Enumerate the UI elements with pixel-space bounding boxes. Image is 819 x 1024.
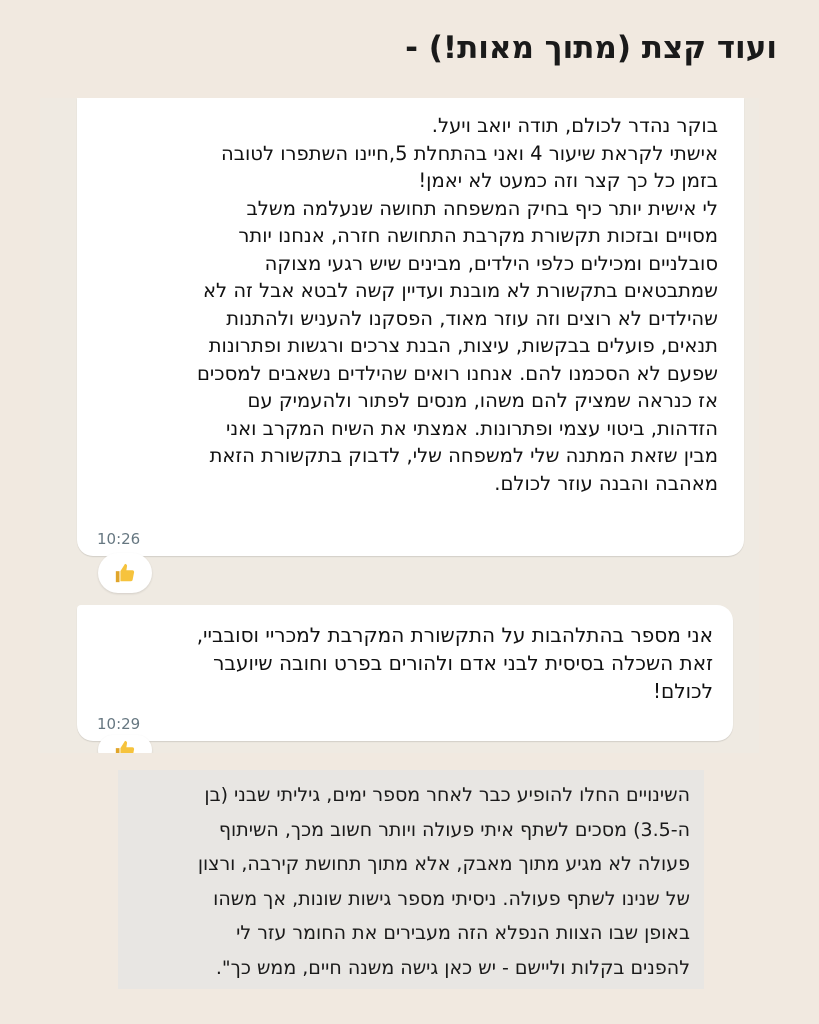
message-line: סובלניים ומכילים כלפי הילדים, מבינים שיש רגעי מצוקה xyxy=(264,251,718,275)
message-line: אני מספר בהתלהבות על התקשורת המקרבת למכריי וסובביי, xyxy=(196,623,713,647)
quote-text xyxy=(128,778,690,985)
thumbs-up-icon xyxy=(114,739,136,753)
quote-line: השינויים החלו להופיע כבר לאחר מספר ימים, גיליתי שבני (בן xyxy=(204,784,690,806)
message-line: שפעם לא הסכמנו להם. אנחנו רואים שהילדים נשאבים למסכים xyxy=(196,361,718,385)
message-text xyxy=(95,112,718,497)
thumbs-up-icon xyxy=(114,562,136,584)
chat-screenshot xyxy=(40,98,759,753)
quote-line: להפנים בקלות וליישם - יש כאן גישה משנה חיים, ממש כך". xyxy=(215,956,690,979)
message-line: אז כנראה שמציק להם משהו, מנסים לפתור ולהעמיק עם xyxy=(247,389,718,412)
message-bubble[interactable] xyxy=(77,605,733,741)
message-bubble[interactable] xyxy=(77,98,744,556)
message-line: בוקר נהדר לכולם, תודה יואב ויעל. xyxy=(431,114,718,137)
message-line: בזמן כל כך קצר וזה כמעט לא יאמן! xyxy=(418,169,718,192)
reaction-badge[interactable] xyxy=(98,553,152,593)
message-line: תנאים, פועלים בבקשות, עיצות, הבנת צרכים ורגשות ופתרונות xyxy=(208,334,718,357)
message-timestamp: 10:26 xyxy=(97,530,141,548)
quote-line: פעולה לא מגיע מתוך מאבק, אלא מתוך תחושת קירבה, ורצון xyxy=(197,853,690,875)
message-line: מסויים ובזכות תקשורת מקרבת התחושה חזרה, אנחנו יותר xyxy=(238,224,718,247)
quote-line: באופן שבו הצוות הנפלא הזה מעבירים את החומר עזר לי xyxy=(236,922,690,944)
message-line: שמתבטאים בתקשורת לא מובנת ועדיין קשה לבטא אבל זה לא xyxy=(203,279,718,302)
message-line: הזדהות, ביטוי עצמי ופתרונות. אמצתי את השיח המקרב ואני xyxy=(225,416,718,440)
message-line: שהילדים לא רוצים וזה עוזר מאוד, הפסקנו להעניש ולהתנות xyxy=(226,306,718,330)
message-line: אישתי לקראת שיעור 4 ואני בהתחלת 5,חיינו השתפרו לטובה xyxy=(220,141,718,165)
message-line: מבין שזאת המתנה שלי למשפחה שלי, לדבוק בתקשורת הזאת xyxy=(209,444,718,467)
message-line: זאת השכלה בסיסית לבני אדם ולהורים בפרט וחובה שיועבר xyxy=(213,651,713,675)
message-timestamp: 10:29 xyxy=(97,715,141,733)
testimonial-quote xyxy=(118,770,704,989)
reaction-badge[interactable] xyxy=(98,735,152,753)
message-line: לכולם! xyxy=(652,679,713,703)
message-line: לי אישית יותר כיף בחיק המשפחה תחושה שנעלמה משלב xyxy=(246,196,718,220)
quote-line: ה-3.5) מסכים לשתף איתי פעולה ויותר חשוב מכך, השיתוף xyxy=(218,818,690,841)
page-title: ועוד קצת (מתוך מאות!) - xyxy=(405,30,777,66)
message-line: מאהבה והבנה עוזר לכולם. xyxy=(494,471,718,495)
quote-line: של שנינו לשתף פעולה. ניסיתי מספר גישות שונות, אך משהו xyxy=(213,887,690,910)
message-text xyxy=(95,621,713,705)
